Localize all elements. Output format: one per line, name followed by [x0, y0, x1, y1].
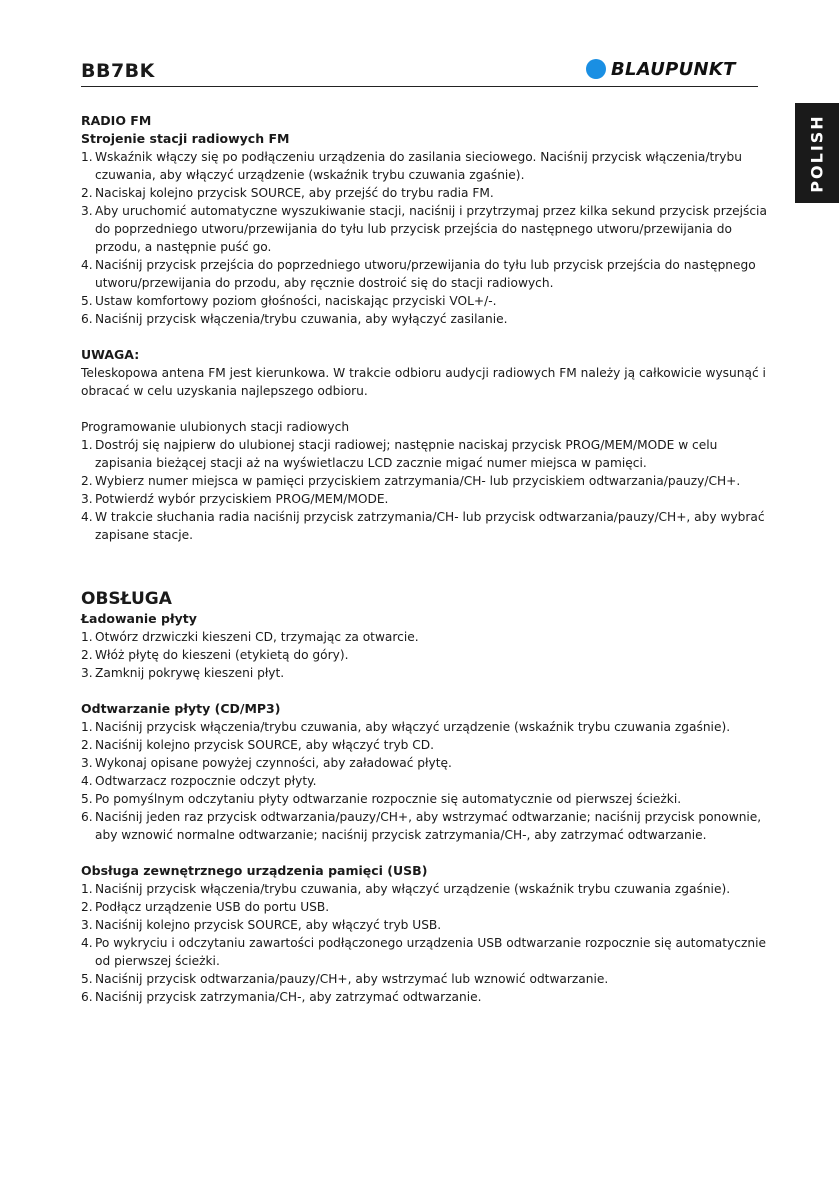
list-item: 2. Wybierz numer miejsca w pamięci przyciskiem zatrzymania/CH- lub przyciskiem odtwarzania/pauzy/CH+.: [81, 474, 741, 488]
section-title-operation: OBSŁUGA: [81, 589, 172, 609]
list-item: 3. Potwierdź wybór przyciskiem PROG/MEM/MODE.: [81, 492, 389, 506]
model-name: BB7BK: [81, 60, 155, 82]
list-item: 4. W trakcie słuchania radia naciśnij przycisk zatrzymania/CH- lub przycisk odtwarzania/pauzy/CH+, aby wybrać zapisane stacje.: [81, 510, 765, 542]
list-item: 2. Naciskaj kolejno przycisk SOURCE, aby przejść do trybu radia FM.: [81, 186, 494, 200]
subsection-title-usb: Obsługa zewnętrznego urządzenia pamięci (USB): [81, 863, 428, 878]
playback-steps-list: [81, 718, 771, 844]
subsection-title-loading: Ładowanie płyty: [81, 611, 197, 626]
radio-steps-list: [81, 148, 771, 328]
brand-logo: [586, 58, 736, 80]
list-item: 4. Naciśnij przycisk przejścia do poprzedniego utworu/przewijania do tyłu lub przycisk przejścia do następnego utworu/przewijania do przodu, aby ręcznie dostroić się do stacji radiowych.: [81, 258, 756, 290]
section-title-radio: RADIO FM: [81, 113, 152, 128]
note-text: Teleskopowa antena FM jest kierunkowa. W trakcie odbioru audycji radiowych FM należy ją całkowicie wysunąć i obracać w celu uzyskania najlepszego odbioru.: [81, 366, 766, 398]
loading-steps-list: [81, 628, 771, 682]
language-tab: [795, 103, 839, 203]
list-item: 2. Podłącz urządzenie USB do portu USB.: [81, 900, 330, 914]
list-item: 1. Wskaźnik włączy się po podłączeniu urządzenia do zasilania sieciowego. Naciśnij przycisk włączenia/trybu czuwania, aby włączyć urządzenie (wskaźnik trybu czuwania zgaśnie).: [81, 150, 742, 182]
presets-title: Programowanie ulubionych stacji radiowych: [81, 420, 350, 434]
list-item: 3. Zamknij pokrywę kieszeni płyt.: [81, 666, 285, 680]
language-tab-label: POLISH: [807, 113, 827, 193]
usb-steps-list: [81, 880, 771, 1006]
note-title: UWAGA:: [81, 347, 140, 362]
subsection-title-playback: Odtwarzanie płyty (CD/MP3): [81, 701, 281, 716]
list-item: 5. Naciśnij przycisk odtwarzania/pauzy/CH+, aby wstrzymać lub wznowić odtwarzanie.: [81, 972, 609, 986]
list-item: 6. Naciśnij jeden raz przycisk odtwarzania/pauzy/CH+, aby wstrzymać odtwarzanie; naciśnij przycisk ponownie, aby wznowić normalne odtwarzanie; naciśnij przycisk zatrzymania/CH-, aby zatrzymać odtwarzanie.: [81, 810, 762, 842]
list-item: 4. Odtwarzacz rozpocznie odczyt płyty.: [81, 774, 317, 788]
list-item: 5. Ustaw komfortowy poziom głośności, naciskając przyciski VOL+/-.: [81, 294, 497, 308]
list-item: 5. Po pomyślnym odczytaniu płyty odtwarzanie rozpocznie się automatycznie od pierwszej ścieżki.: [81, 792, 682, 806]
list-item: 3. Wykonaj opisane powyżej czynności, aby załadować płytę.: [81, 756, 452, 770]
list-item: 3. Naciśnij kolejno przycisk SOURCE, aby włączyć tryb USB.: [81, 918, 442, 932]
list-item: 2. Włóż płytę do kieszeni (etykietą do góry).: [81, 648, 349, 662]
document-body: [81, 112, 771, 1006]
list-item: 4. Po wykryciu i odczytaniu zawartości podłączonego urządzenia USB odtwarzanie rozpocznie się automatycznie od pierwszej ścieżki.: [81, 936, 766, 968]
subsection-title-tuning: Strojenie stacji radiowych FM: [81, 131, 290, 146]
header-divider: [81, 86, 758, 87]
brand-dot-icon: [586, 59, 606, 79]
list-item: 6. Naciśnij przycisk zatrzymania/CH-, aby zatrzymać odtwarzanie.: [81, 990, 482, 1004]
list-item: 1. Otwórz drzwiczki kieszeni CD, trzymając za otwarcie.: [81, 630, 419, 644]
list-item: 2. Naciśnij kolejno przycisk SOURCE, aby włączyć tryb CD.: [81, 738, 435, 752]
list-item: 6. Naciśnij przycisk włączenia/trybu czuwania, aby wyłączyć zasilanie.: [81, 312, 508, 326]
list-item: 1. Dostrój się najpierw do ulubionej stacji radiowej; następnie naciskaj przycisk PROG/MEM/MODE w celu zapisania bieżącej stacji aż na wyświetlaczu LCD zacznie migać numer miejsca w pamięci.: [81, 438, 718, 470]
list-item: 1. Naciśnij przycisk włączenia/trybu czuwania, aby włączyć urządzenie (wskaźnik trybu czuwania zgaśnie).: [81, 720, 731, 734]
list-item: 1. Naciśnij przycisk włączenia/trybu czuwania, aby włączyć urządzenie (wskaźnik trybu czuwania zgaśnie).: [81, 882, 731, 896]
list-item: 3. Aby uruchomić automatyczne wyszukiwanie stacji, naciśnij i przytrzymaj przez kilka sekund przycisk przejścia do poprzedniego utworu/przewijania do tyłu lub przycisk przejścia do następnego utworu/przewijania do przodu, a następnie puść go.: [81, 204, 767, 254]
brand-name: BLAUPUNKT: [611, 58, 736, 80]
presets-steps-list: [81, 436, 771, 544]
